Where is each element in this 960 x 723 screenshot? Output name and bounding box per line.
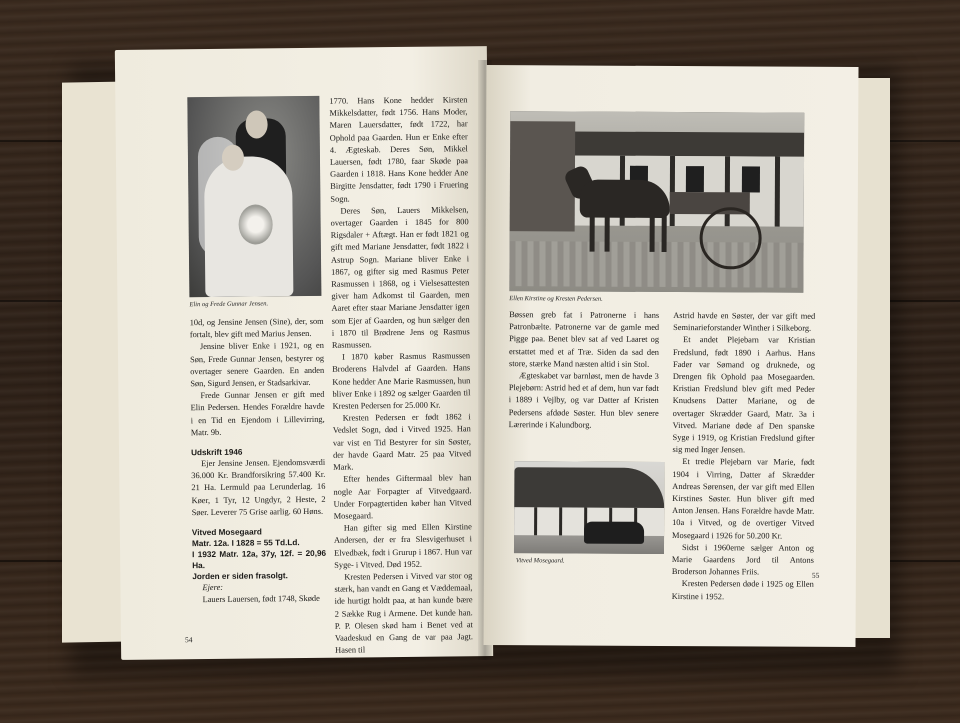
paragraph: 1770. Hans Kone hedder Kirsten Mikkelsdatter, født 1756. Hans Moder, Maren Lauersdatter, født 1722, har Ophold paa Gaarden. Hun er Enke efter 4. Ægteskab. Deres Søn, Mikkel Lauersen, født 1780, faar Skøde paa Gaarden i 1818. Hans Kone hedder Ane Birgitte Jensdatter, født 1790 i Fruering Sogn. [329, 95, 469, 204]
paragraph: 10d, og Jensine Jensen (Sine), der, som fortalt, blev gift med Marius Jensen. [189, 316, 324, 340]
paragraph: I 1870 køber Rasmus Rasmussen Broderens Halvdel af Gaarden. Hans Kone hedder Ane Marie Rasmussen, hun bliver Enke i 1892 og sælger Gaarden til Kresten Pedersen for 25.000 Kr. [332, 351, 471, 411]
paragraph: Han gifter sig med Ellen Kirstine Andersen, der er fra Slesvigerhuset i Elvedbæk, født i Grurup i 1867. Hun var Syge- i Vitved. Død 1952. [333, 522, 473, 570]
paragraph: Efter hendes Giftermaal blev han nogle Aar Forpagter af Vitvedgaard. Under Forpagtertiden køber han Vitved Mosegaard. [333, 473, 472, 521]
wedding-photo [187, 96, 321, 297]
paragraph: Ægteskabet var barnløst, men de havde 3 Plejebørn: Astrid hed et af dem, hun var født i 1889 i Vejlby, og var Datter af Kristen Pedersens afdøde Søster. Hun blev senere Lærerinde i Kalundborg. [508, 371, 659, 430]
paragraph: Astrid havde en Søster, der var gift med Seminarieforstander Winther i Silkeborg. [673, 311, 816, 333]
wedding-photo-caption: Elin og Frede Gunnar Jensen. [189, 300, 269, 309]
section-heading: Vitved Mosegaard [191, 527, 262, 538]
horse-cart-photo-caption: Ellen Kirstine og Kresten Pedersen. [509, 295, 603, 303]
right-page-column-2 [672, 310, 816, 604]
paragraph: Et andet Plejebarn var Kristian Fredslund, født 1890 i Aarhus. Hans Fader var Sømand og druknede, og Drengen fik Ophold paa Mosegaarden. Kristian Fredslund blev gift med Peder Knudsens Datter Mariane, og de overtager Skrædder Gaard, Matr. 3a i Vitved. Mariane døde af Den spanske Syge i 1919, og Kristian Fredslund gifter sig med Inger Jensen. [672, 335, 816, 455]
right-page [483, 65, 858, 647]
farm-photo-caption: Vitved Mosegaard. [515, 557, 565, 565]
farm-photo [514, 461, 664, 554]
paragraph: Et tredie Plejebarn var Marie, født 1904 i Virring, Datter af Skrædder Andreas Sørensen, der var gift med Ellen Kirstines Søster. Hun bliver gift med Anton Jensen. Hans Forældre havde Matr. 10a i Vitved, og de overtiger Vitved Mosegaard i 1926 for 50.200 Kr. [672, 457, 815, 541]
paragraph: Sidst i 1960erne sælger Anton og Marie Gaardens Jord til Antons Broderson Johannes Friis. [671, 542, 815, 577]
paragraph: Kresten Pedersen er født 1862 i Vedslet Sogn, død i Vitved 1925. Han var vist en Tid Bestyrer for sin Søster, der havde Gaard Matr. 25 paa Vitved Mark. [332, 412, 472, 472]
left-page-column-2 [329, 94, 473, 657]
paragraph: Kresten Pedersen i Vitved var stor og stærk, han vandt en Gang et Væddemaal, ide hurtigt holdt paa, at han kunde bære 2 Sække Rug i Armene. Det kunde han. P. P. Olesen skød ham i Benet ved at Vaadeskud en Gang de var paa Jagt. Hasen til [334, 571, 474, 655]
left-page [115, 46, 493, 660]
property-line: Jorden er siden frasolgt. [192, 571, 288, 582]
right-page-column-1 [509, 309, 660, 432]
paragraph: Bøssen greb fat i Patronerne i hans Patronbælte. Patronerne var de gamle med Pigge paa. Benet blev sat af ved Laaret og erstattet med et af Træ. Siden da sad den store, stærke Mand næsten altid i sin Stol. [508, 310, 660, 369]
paragraph: Lauers Lauersen, født 1748, Skøde [202, 594, 320, 605]
page-number: 54 [184, 635, 193, 645]
paragraph: Jensine bliver Enke i 1921, og en Søn, Frede Gunnar Jensen, bestyrer og overtager senere Gaarden. En anden Søn, Sigurd Jensen, er Stadsarkivar. [190, 341, 325, 389]
right-page-stack [855, 78, 890, 638]
left-page-column-1 [190, 316, 327, 607]
ejere-label: Ejere: [202, 582, 224, 593]
paragraph: Ejer Jensine Jensen. Ejendomsværdi 36.000 Kr. Brandforsikring 57.400 Kr. 21 Ha. Lermuld paa Lerunderlag. 16 Køer, 1 Tyr, 12 Ungdyr, 2 Heste, 2 Søer. Leverer 75 Grise aarlig. 60 Høns. [191, 457, 326, 518]
paragraph: Frede Gunnar Jensen er gift med Elin Pedersen. Hendes Forældre havde i en Tid en Ejendom i Lillevirring, Matr. 9b. [190, 390, 325, 438]
horse-cart-photo [509, 111, 804, 293]
paragraph: Kresten Pedersen døde i 1925 og Ellen Kirstine i 1952. [671, 579, 814, 601]
property-line: Matr. 12a. I 1828 = 55 Td.Ld. [191, 538, 300, 549]
section-heading: Udskrift 1946 [190, 447, 243, 458]
property-line: I 1932 Matr. 12a, 37y, 12f. = 20,96 Ha. [192, 548, 327, 571]
page-number: 55 [811, 570, 820, 580]
paragraph: Deres Søn, Lauers Mikkelsen, overtager Gaarden i 1845 for 800 Rigsdaler + Aftægt. Han er født 1821 og gift med Mariane Jensdatter, født 1822 i Astrup Sogn. Mariane bliver Enke i 1867, og gifter sig med Rasmus Peter Rasmussen i 1868, og i Vielsesattesten giver ham Adkomst til Gaarden, men Aaret efter staar Mariane Jensdatter igen som Ejer af Gaarden, og hun sælger den i 1870 til Brødrene Jens og Rasmus Rasmussen. [330, 205, 470, 350]
